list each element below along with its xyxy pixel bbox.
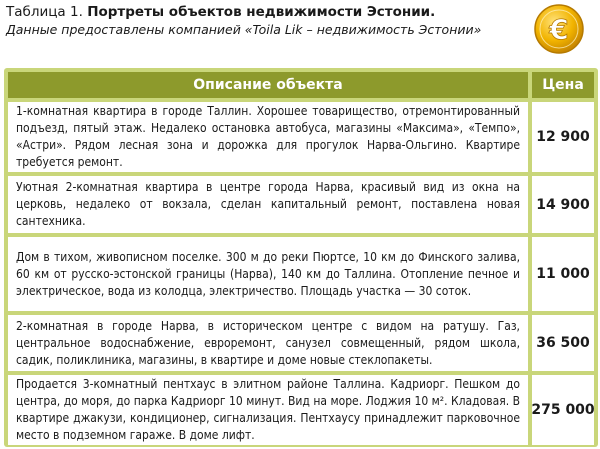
description-cell: Продается 3-комнатный пентхаус в элитном районе Таллина. Кадриорг. Пешком до центра, до моря, до парка Кадриорг 10 минут. Вид на море. Лоджия 10 м². Кладовая. В квартире джакузи, кондиционер, сигнализация. Пентхаусу принадлежит парковочное место в подземном гараже. В доме лифт. — [8, 375, 528, 445]
caption-subtitle: Данные предоставлены компанией «Toila Lik – недвижимость Эстонии» — [6, 22, 482, 37]
price-cell: 14 900 — [532, 176, 594, 233]
description-cell: 1-комнатная квартира в городе Таллин. Хорошее товарищество, отремонтированный подъезд, пятый этаж. Недалеко остановка автобуса, магазины «Максима», «Темпо», «Астри». Рядом лесная зона и дорожка для прогулок Нарва-Ольгино. Квартире требуется ремонт. — [8, 102, 528, 172]
caption-title — [6, 4, 526, 21]
euro-symbol: € — [549, 13, 569, 46]
column-header-description: Описание объекта — [8, 72, 528, 98]
column-header-price: Цена — [532, 72, 594, 98]
price-cell: 12 900 — [532, 102, 594, 172]
table-caption — [6, 4, 526, 38]
caption-title-name: Портреты объектов недвижимости Эстонии. — [87, 4, 436, 20]
description-cell: Дом в тихом, живописном поселке. 300 м до реки Пюртсе, 10 км до Финского залива, 60 км от русско-эстонской границы (Нарва), 140 км до Таллина. Отопление печное и электрическое, вода из колодца, электричество. Площадь участка — 30 соток. — [8, 237, 528, 311]
price-cell: 11 000 — [532, 237, 594, 311]
description-cell: Уютная 2-комнатная квартира в центре города Нарва, красивый вид из окна на церковь, недалеко от вокзала, сделан капитальный ремонт, поставлена новая сантехника. — [8, 176, 528, 233]
price-cell: 275 000 — [532, 375, 594, 445]
description-cell: 2-комнатная в городе Нарва, в историческом центре с видом на ратушу. Газ, центральное водоснабжение, евроремонт, санузел совмещенный, рядом школа, садик, поликлиника, магазины, в квартире и доме новые стеклопакеты. — [8, 315, 528, 371]
property-table — [4, 68, 598, 447]
caption-title-prefix: Таблица 1. — [6, 4, 83, 20]
price-cell: 36 500 — [532, 315, 594, 371]
euro-coin-icon — [533, 3, 585, 55]
